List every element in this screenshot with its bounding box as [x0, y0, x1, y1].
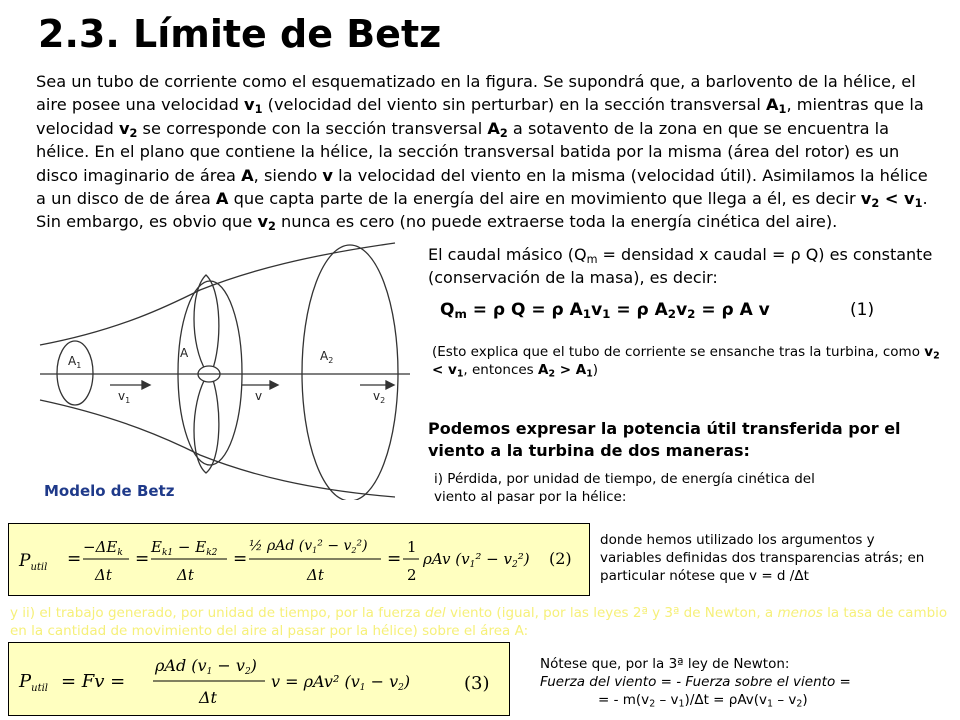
label-v2: $v_2$: [373, 389, 386, 405]
svg-text:2: 2: [407, 566, 417, 584]
mass-flow-text: El caudal másico ($Q_m$ = densidad x caudal = ρ Q) es constante (conservación de la masa), es decir:: [428, 245, 933, 287]
eq2-p: $P_{util}$: [19, 551, 48, 573]
label-a: A: [180, 346, 189, 360]
svg-text:Putil: $P_{util}$: [19, 671, 48, 694]
equation-1: $Q_m = \rho$ Q = ρ $A_1v_1 = \rho$ $A_2v_2 = \rho$ A v (1): [440, 300, 875, 321]
svg-text:=: =: [67, 549, 82, 569]
section-a1-ellipse: [57, 341, 93, 405]
tube-expansion-note: (Esto explica que el tubo de corriente se ensanche tras la turbina, como $v_2 < v_1$, entonces $A_2 > A_1$): [432, 344, 940, 380]
item-ii-text: y ii) el trabajo generado, por unidad de tiempo, por la fuerza del viento (igual, por las leyes 2ª y 3ª de Newton, a menos la tasa de cambio en la cantidad de movimiento del aire al pasar por la hélice) sobre el área A:: [10, 605, 948, 639]
svg-text:Δt: Δt: [177, 566, 194, 584]
equation-1-number: (1): [850, 300, 875, 320]
v2-arrow-head: [386, 381, 394, 389]
page-title: 2.3. Límite de Betz: [38, 12, 442, 56]
propeller-blade-upper: [194, 275, 219, 371]
svg-text:½ ρAd (v1² − v2²): ½ ρAd $(v_1^2 - v_2^2)$: [249, 538, 368, 555]
eq2-number: (2): [549, 549, 572, 568]
equation-2: [9, 524, 589, 595]
svg-text:=: =: [233, 549, 248, 569]
eq3-number: (3): [464, 673, 490, 694]
equation-3: [9, 643, 509, 715]
v-arrow-head: [270, 381, 278, 389]
label-a1: $A_1$: [68, 354, 82, 370]
equation-3-box: [8, 642, 510, 716]
label-v: v: [255, 389, 263, 403]
betz-model-diagram: [30, 235, 420, 500]
svg-text:v = ρAv² (v1 − v2): v = ρAv² (v1 − v2): [271, 672, 411, 693]
svg-text:Δt: Δt: [199, 688, 217, 707]
svg-text:= Fv =: = Fv =: [61, 671, 126, 692]
svg-text:1: 1: [407, 538, 417, 556]
intro-paragraph: Sea un tubo de corriente como el esquematizado en la figura. Se supondrá que, a barlovento de la hélice, el aire posee una velocidad $v_1$ (velocidad del viento sin perturbar) en la sección transversal $A_1$, mientras que la velocidad $v_2$ se corresponde con la sección transversal $A_2$ a sotavento de la zona en que se encuentra la hélice. En el plano que contiene la hélice, la sección transversal batida por la misma (área del rotor) es un disco imaginario de área A, siendo v la velocidad del viento en la misma (velocidad útil). Asimilamos la hélice a un disco de de área A que capta parte de la energía del aire en movimiento que llega a él, es decir $v_2 < v_1$. Sin embargo, es obvio que $v_2$ nunca es cero (no puede extraerse toda la energía cinética del aire).: [36, 72, 928, 234]
equation-2-box: [8, 523, 590, 596]
svg-text:Δt: Δt: [95, 566, 112, 584]
newton-third-law-note: Nótese que, por la 3ª ley de Newton: Fuerza del viento = - Fuerza sobre el viento = = - $m(v_2 - v_1)/\Delta t = \rho Av(v_1 - v_2)$: [540, 656, 851, 710]
v1-arrow-head: [142, 381, 150, 389]
svg-text:=: =: [387, 549, 402, 569]
svg-text:ρAd (v1 − v2): ρAd (v1 − v2): [155, 656, 257, 677]
svg-text:Δt: Δt: [307, 566, 324, 584]
figure-caption: Modelo de Betz: [44, 482, 175, 500]
svg-text:−ΔEk: $-\Delta E_k$: [83, 538, 123, 558]
item-i-text: i) Pérdida, por unidad de tiempo, de energía cinética del viento al pasar por la hélice:: [434, 471, 815, 505]
svg-text:Ek1 − Ek2: $E_{k1} - E_{k2}$: [151, 538, 218, 558]
power-heading: Podemos expresar la potencia útil transferida por el viento a la turbina de dos maneras:: [428, 419, 901, 460]
label-v1: $v_1$: [118, 389, 131, 405]
eq2-side-note: donde hemos utilizado los argumentos y variables definidas dos transparencias atrás; en particular nótese que v = d /Δt: [600, 532, 925, 584]
propeller-blade-lower: [194, 377, 219, 473]
svg-text:=: =: [135, 549, 150, 569]
label-a2: $A_2$: [320, 349, 334, 365]
section-a2-ellipse: [302, 245, 398, 500]
stream-tube-upper-edge: [40, 243, 395, 345]
svg-text:ρAv (v1² − v2²): ρAv $(v_1^2 - v_2^2)$: [423, 550, 530, 570]
